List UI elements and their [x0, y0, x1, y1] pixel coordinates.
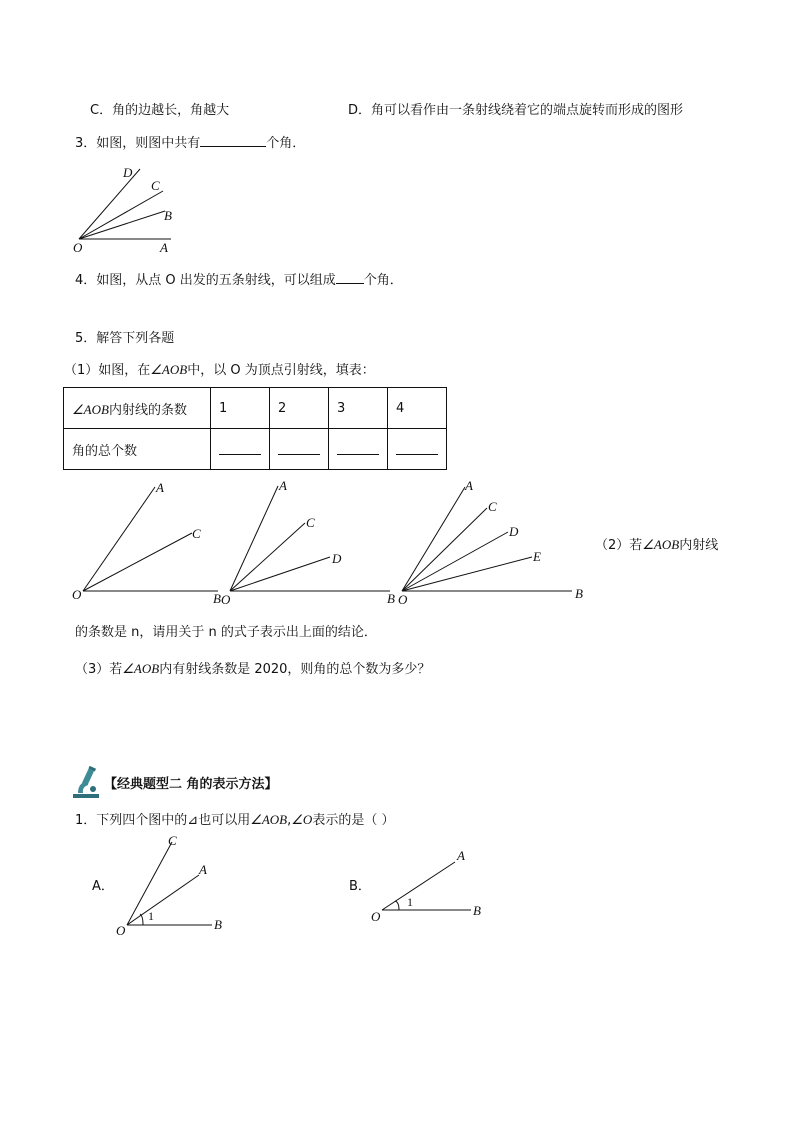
label-e: E: [533, 549, 541, 564]
angle-aob: ∠AOB: [150, 362, 188, 377]
label-o: O: [72, 587, 82, 602]
table-cell-blank[interactable]: [388, 429, 447, 470]
label-c: C: [151, 178, 160, 193]
option-a-label[interactable]: A．: [92, 879, 114, 894]
table-cell: 3: [329, 388, 388, 429]
option-c: C．角的边越长，角越大: [90, 103, 230, 118]
option-b-label[interactable]: B．: [349, 879, 371, 894]
label-c: C: [168, 833, 177, 848]
label-a: A: [457, 848, 465, 863]
part-1-prefix: （1）如图，在: [64, 363, 151, 378]
label-b: B: [214, 917, 222, 932]
answer-blank[interactable]: [219, 440, 261, 455]
label-c: C: [488, 499, 497, 514]
q6-prefix: 1．下列四个图中的: [75, 813, 188, 828]
q6-mid: 也可以用: [198, 813, 251, 828]
table-cell: 1: [211, 388, 270, 429]
figures-q5: [60, 475, 620, 610]
part-3-prefix: （3）若: [75, 662, 123, 677]
angle-o: ∠O: [291, 812, 313, 827]
question-5-part-1: [64, 362, 375, 379]
label-o: O: [116, 923, 126, 938]
label-b: B: [575, 586, 583, 601]
answer-blank[interactable]: [396, 440, 438, 455]
question-4: [75, 271, 403, 289]
question-3-text-end: 个角．: [266, 136, 306, 151]
question-3: [75, 134, 305, 152]
answer-blank[interactable]: [336, 271, 364, 284]
part-2-prefix: （2）若: [595, 538, 643, 553]
table-cell-blank[interactable]: [211, 429, 270, 470]
header-text: 内射线的条数: [108, 402, 187, 418]
label-a: A: [279, 478, 287, 493]
angle-aob: ∠AOB: [72, 401, 109, 417]
figure-q3: [60, 160, 190, 260]
answer-table: [63, 387, 447, 470]
part-3-suffix: 内有射线条数是 2020，则角的总个数为多少？: [159, 662, 431, 677]
question-5-part-2-cont: 的条数是 n，请用关于 n 的式子表示出上面的结论．: [75, 625, 377, 640]
table-row: [64, 429, 447, 470]
table-cell-blank[interactable]: [270, 429, 329, 470]
label-b: B: [473, 903, 481, 918]
figure-option-b: [365, 840, 495, 925]
question-5-part-2: [595, 537, 718, 554]
question-4-text-end: 个角．: [363, 273, 403, 288]
figure-option-a: [110, 830, 240, 945]
part-1-suffix: 中，以 O 为顶点引射线，填表：: [187, 363, 375, 378]
angle-1-symbol: ⊿: [187, 813, 199, 828]
question-5-title: 5．解答下列各题: [75, 331, 175, 346]
part-2-suffix: 内射线: [679, 538, 719, 553]
table-cell-header: 角的总个数: [64, 429, 211, 470]
table-cell: 2: [270, 388, 329, 429]
table-cell-header: [64, 388, 211, 429]
label-a: A: [160, 240, 168, 255]
angle-aob: ∠AOB: [122, 661, 160, 676]
angle-aob: ∠AOB: [250, 812, 288, 827]
label-c: C: [192, 526, 201, 541]
label-b: B: [164, 208, 172, 223]
angle-1-label: 1: [148, 909, 154, 923]
label-d: D: [332, 551, 342, 566]
label-b: B: [387, 591, 395, 606]
label-o: O: [73, 240, 83, 255]
q6-suffix: 表示的是（ ）: [312, 813, 395, 828]
label-c: C: [306, 515, 315, 530]
answer-blank[interactable]: [278, 440, 320, 455]
label-d: D: [123, 165, 133, 180]
question-5-part-3: [75, 661, 430, 678]
label-d: D: [509, 524, 519, 539]
table-cell-blank[interactable]: [329, 429, 388, 470]
label-a: A: [465, 478, 473, 493]
table-cell: 4: [388, 388, 447, 429]
angle-1-label: 1: [407, 895, 413, 909]
label-a: A: [156, 480, 164, 495]
answer-blank[interactable]: [200, 134, 266, 147]
table-row: [64, 388, 447, 429]
question-4-text: 4．如图，从点 O 出发的五条射线，可以组成: [75, 273, 336, 288]
option-d: D．角可以看作由一条射线绕着它的端点旋转而形成的图形: [348, 103, 684, 118]
q6-sep: ,: [287, 813, 292, 828]
label-o: O: [398, 592, 408, 607]
angle-aob: ∠AOB: [642, 537, 680, 552]
question-3-text: 3．如图，则图中共有: [75, 136, 201, 151]
section-title: 【经典题型二 角的表示方法】: [104, 777, 278, 792]
microscope-icon: [72, 766, 102, 800]
label-o: O: [371, 909, 381, 924]
answer-blank[interactable]: [337, 440, 379, 455]
label-b: B: [213, 591, 221, 606]
label-o: O: [221, 592, 231, 607]
label-a: A: [199, 862, 207, 877]
question-6: [75, 812, 394, 829]
